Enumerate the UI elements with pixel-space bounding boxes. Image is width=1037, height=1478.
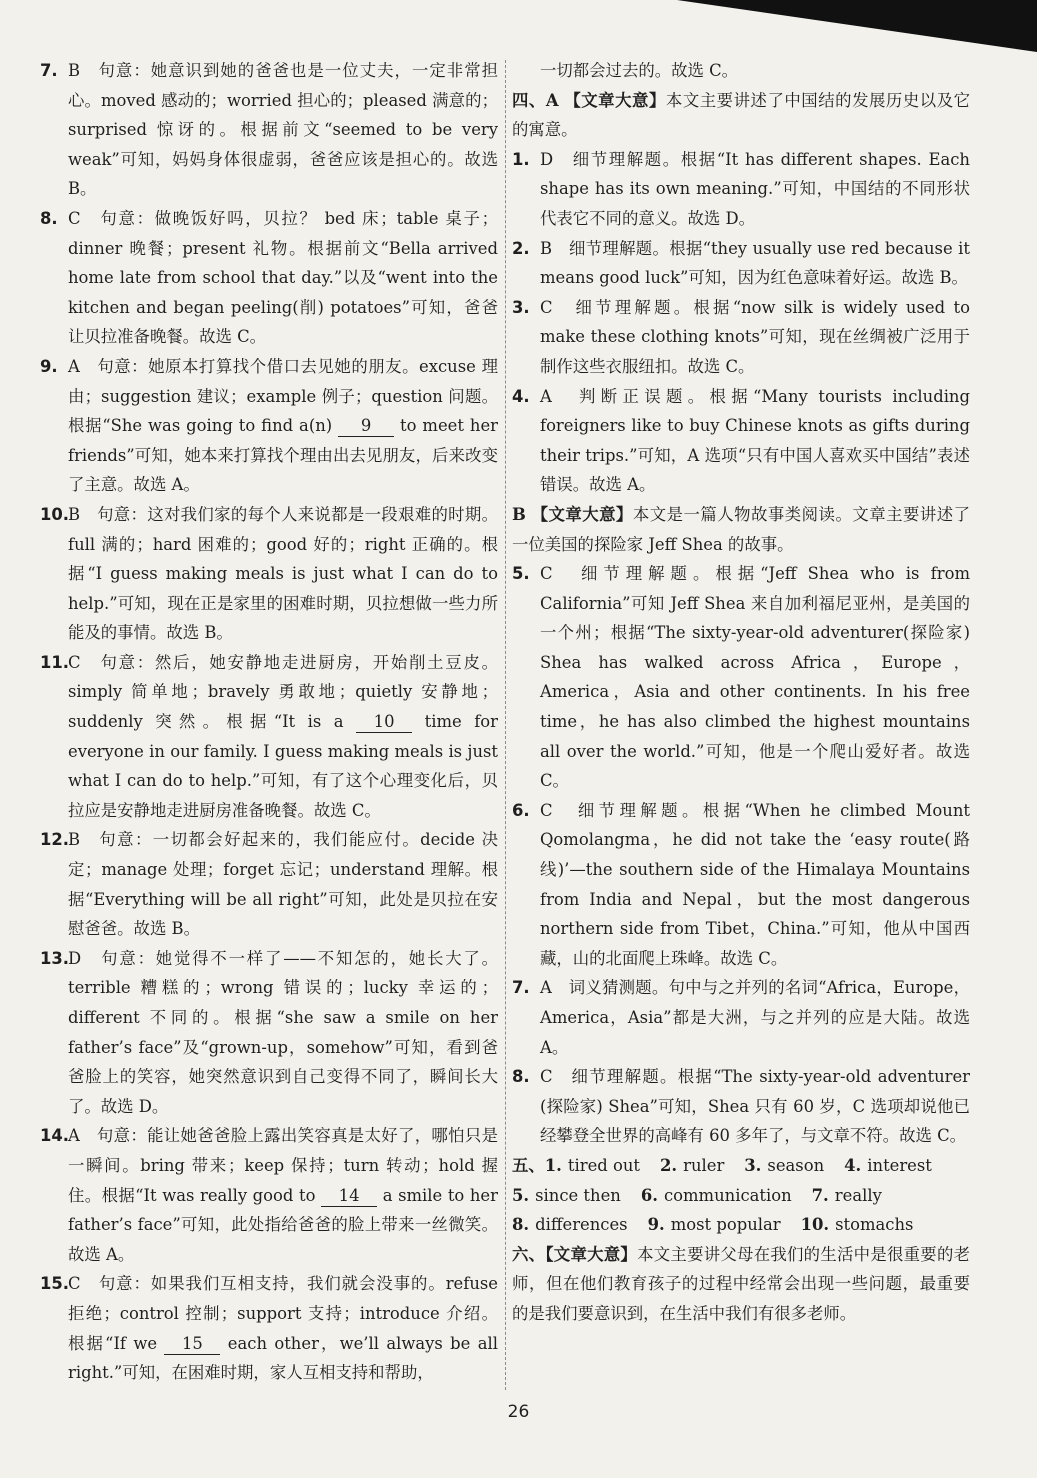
left-column <box>40 56 498 1388</box>
answer-item: 1. D 细节理解题。根据“It has different shapes. Each shape has its own meaning.”可知，中国结的不同形状代表它不同的意义。故选 D。 <box>512 149 970 228</box>
blank-number: 15 <box>164 1334 220 1355</box>
answer-text: C 细节理解题。根据“Jeff Shea who is from California”可知 Jeff Shea 来自加利福尼亚州，是美国的一个州；根据“The sixty-year-old adventurer(探险家) Shea has walked across Africa，Europe，America，Asia and other continents. In his free time，he has also climbed the highest mountains all over the world.”可知，他是一个爬山爱好者。故选 C。 <box>540 564 970 791</box>
answer-text: A 判断正误题。根据“Many tourists including foreigners like to buy Chinese knots as gifts during their trips.”可知，A 选项“只有中国人喜欢买中国结”表述错误。故选 A。 <box>540 386 970 495</box>
answer-item: 13. D 句意：她觉得不一样了——不知怎的，她长大了。terrible 糟糕的；wrong 错误的；lucky 幸运的；different 不同的。根据“she saw a smile on her father’s face”及“grown-up，somehow”可知，看到爸爸脸上的笑容，她突然意识到自己变得不同了，瞬间长大了。故选 D。 <box>40 948 498 1116</box>
answer-item: 7. A 词义猜测题。句中与之并列的名词“Africa，Europe，America，Asia”都是大洲，与之并列的应是大陆。故选 A。 <box>512 978 970 1057</box>
answer-item: 10. B 句意：这对我们家的每个人来说都是一段艰难的时期。full 满的；hard 困难的；good 好的；right 正确的。根据“I guess making meals is just what I can do to help.”可知，现在正是家里的困难时期，贝拉想做一些力所能及的事情。故选 B。 <box>40 504 498 643</box>
section-five-answers <box>512 1151 970 1240</box>
section-four-a-summary: 四、A 【文章大意】本文主要讲述了中国结的发展历史以及它的寓意。 <box>512 90 971 140</box>
page-number: 26 <box>507 1402 530 1422</box>
answer-text: time for everyone in our family. I guess making meals is just what I can do to help.”可知，有了这个心理变化后，贝拉应是安静地走进厨房准备晚餐。故选 C。 <box>68 712 498 820</box>
answer-item: 7. B 句意：她意识到她的爸爸也是一位丈夫，一定非常担心。moved 感动的；worried 担心的；pleased 满意的；surprised 惊讶的。根据前文“seemed to be very weak”可知，妈妈身体很虚弱，爸爸应该是担心的。故选 B。 <box>40 61 498 199</box>
answer-row: 5. since then 6. communication 7. really <box>512 1185 882 1205</box>
blank-number: 10 <box>356 712 412 733</box>
answer-text: C 细节理解题。根据“When he climbed Mount Qomolangma，he did not take the ‘easy route(路线)’—the southern side of the Himalaya Mountains from India and Nepal，but the most dangerous northern side from Tibet，China.”可知，他从中国西藏，山的北面爬上珠峰。故选 C。 <box>540 800 970 968</box>
answer-text: B 句意：这对我们家的每个人来说都是一段艰难的时期。full 满的；hard 困难的；good 好的；right 正确的。根据“I guess making meals is just what I can do to help.”可知，现在正是家里的困难时期，贝拉想做一些力所能及的事情。故选 B。 <box>68 504 498 643</box>
answer-item: 15. C 句意：如果我们互相支持，我们就会没事的。refuse 拒绝；control 控制；support 支持；introduce 介绍。根据“If we 15 each other，we’ll always be all right.”可知，在困难时期，家人互相支持和帮助， <box>40 1274 498 1383</box>
answer-text: B 句意：一切都会好起来的，我们能应付。decide 决定；manage 处理；forget 忘记；understand 理解。根据“Everything will be all right”可知，此处是贝拉在安慰爸爸。故选 B。 <box>68 830 498 939</box>
answer-text: C 句意：然后，她安静地走进厨房，开始削土豆皮。simply 简单地；bravely 勇敢地；quietly 安静地；suddenly 突然。根据“It is a <box>68 652 498 732</box>
answer-text: A 句意：能让她爸爸脸上露出笑容真是太好了，哪怕只是一瞬间。bring 带来；keep 保持；turn 转动；hold 握住。根据“It was really good to <box>68 1126 498 1205</box>
answer-text: A 句意：她原本打算找个借口去见她的朋友。excuse 理由；suggestion 建议；example 例子；question 问题。根据“She was going to find a(n) <box>68 356 498 436</box>
answer-item: 9. A 句意：她原本打算找个借口去见她的朋友。excuse 理由；suggestion 建议；example 例子；question 问题。根据“She was going to find a(n) 9 to meet her friends”可知，她本来打算找个理由出去见朋友，后来改变了主意。故选 A。 <box>40 356 498 495</box>
answer-item: 3. C 细节理解题。根据“now silk is widely used to make these clothing knots”可知，现在丝绸被广泛用于制作这些衣服纽扣。故选 C。 <box>512 297 970 376</box>
answer-text: D 句意：她觉得不一样了——不知怎的，她长大了。terrible 糟糕的；wrong 错误的；lucky 幸运的；different 不同的。根据“she saw a smile on her father’s face”及“grown-up，somehow”可知，看到爸爸脸上的笑容，她突然意识到自己变得不同了，瞬间长大了。故选 D。 <box>68 948 498 1116</box>
column-divider <box>505 60 506 1390</box>
answer-item: 8. C 句意：做晚饭好吗，贝拉？ bed 床；table 桌子；dinner 晚餐；present 礼物。根据前文“Bella arrived home late from school that day.”以及“went into the kitchen and began peeling(削) potatoes”可知，爸爸让贝拉准备晚餐。故选 C。 <box>40 208 498 347</box>
page-corner-shadow <box>677 0 1037 52</box>
answer-text: to meet her friends”可知，她本来打算找个理由出去见朋友，后来改变了主意。故选 A。 <box>68 416 498 495</box>
answer-text: C 细节理解题。根据“The sixty-year-old adventurer (探险家) Shea”可知，Shea 只有 60 岁，C 选项却说他已经攀登全世界的高峰有 60 多年了，与文章不符。故选 C。 <box>540 1067 970 1146</box>
answer-item: 6. C 细节理解题。根据“When he climbed Mount Qomolangma，he did not take the ‘easy route(路线)’—the southern side of the Himalaya Mountains from India and Nepal，but the most dangerous northern side from Tibet，China.”可知，他从中国西藏，山的北面爬上珠峰。故选 C。 <box>512 800 970 968</box>
answer-text: B 细节理解题。根据“they usually use red because it means good luck”可知，因为红色意味着好运。故选 B。 <box>540 238 970 288</box>
answer-row: 五、1. tired out 2. ruler 3. season 4. interest <box>512 1155 932 1175</box>
answer-text: C 句意：做晚饭好吗，贝拉？ bed 床；table 桌子；dinner 晚餐；present 礼物。根据前文“Bella arrived home late from school that day.”以及“went into the kitchen and began peeling(削) potatoes”可知，爸爸让贝拉准备晚餐。故选 C。 <box>68 208 498 347</box>
answer-row: 8. differences 9. most popular 10. stomachs <box>512 1215 914 1235</box>
answer-item: 12. B 句意：一切都会好起来的，我们能应付。decide 决定；manage 处理；forget 忘记；understand 理解。根据“Everything will be all right”可知，此处是贝拉在安慰爸爸。故选 B。 <box>40 830 498 939</box>
answer-item: 4. A 判断正误题。根据“Many tourists including foreigners like to buy Chinese knots as gifts during their trips.”可知，A 选项“只有中国人喜欢买中国结”表述错误。故选 A。 <box>512 386 970 495</box>
section-four-b-summary: B 【文章大意】本文是一篇人物故事类阅读。文章主要讲述了一位美国的探险家 Jeff Shea 的故事。 <box>512 504 970 554</box>
answer-item: 11. C 句意：然后，她安静地走进厨房，开始削土豆皮。simply 简单地；bravely 勇敢地；quietly 安静地；suddenly 突然。根据“It is a 10 time for everyone in our family. I guess making meals is just what I can do to help.”可知，有了这个心理变化后，贝拉应是安静地走进厨房准备晚餐。故选 C。 <box>40 652 498 820</box>
blank-number: 9 <box>338 416 394 437</box>
answer-text: B 句意：她意识到她的爸爸也是一位丈夫，一定非常担心。moved 感动的；worried 担心的；pleased 满意的；surprised 惊讶的。根据前文“seemed to be very weak”可知，妈妈身体很虚弱，爸爸应该是担心的。故选 B。 <box>68 61 498 199</box>
blank-number: 14 <box>321 1186 377 1207</box>
answer-item: 5. C 细节理解题。根据“Jeff Shea who is from California”可知 Jeff Shea 来自加利福尼亚州，是美国的一个州；根据“The sixty-year-old adventurer(探险家) Shea has walked across Africa，Europe，America，Asia and other continents. In his free time，he has also climbed the highest mountains all over the world.”可知，他是一个爬山爱好者。故选 C。 <box>512 564 970 791</box>
answer-item: 2. B 细节理解题。根据“they usually use red because it means good luck”可知，因为红色意味着好运。故选 B。 <box>512 238 970 288</box>
right-column <box>512 56 970 1329</box>
answer-text: each other，we’ll always be all right.”可知，在困难时期，家人互相支持和帮助， <box>68 1333 498 1383</box>
answer-text: a smile to her father’s face”可知，此处指给爸爸的脸上带来一丝微笑。故选 A。 <box>68 1185 498 1264</box>
answer-item: 14. A 句意：能让她爸爸脸上露出笑容真是太好了，哪怕只是一瞬间。bring 带来；keep 保持；turn 转动；hold 握住。根据“It was really good to 14 a smile to her father’s face”可知，此处指给爸爸的脸上带来一丝微笑。故选 A。 <box>40 1126 498 1264</box>
answer-text: C 细节理解题。根据“now silk is widely used to make these clothing knots”可知，现在丝绸被广泛用于制作这些衣服纽扣。故选 C。 <box>540 297 970 376</box>
answer-text: D 细节理解题。根据“It has different shapes. Each shape has its own meaning.”可知，中国结的不同形状代表它不同的意义。故选 D。 <box>540 149 970 228</box>
section-six-summary: 六、【文章大意】本文主要讲父母在我们的生活中是很重要的老师，但在他们教育孩子的过程中经常会出现一些问题，最重要的是我们要意识到，在生活中我们有很多老师。 <box>512 1244 971 1323</box>
answer-continuation: 一切都会过去的。故选 C。 <box>540 61 739 80</box>
answer-text: C 句意：如果我们互相支持，我们就会没事的。refuse 拒绝；control 控制；support 支持；introduce 介绍。根据“If we <box>68 1274 498 1353</box>
answer-item: 8. C 细节理解题。根据“The sixty-year-old adventurer (探险家) Shea”可知，Shea 只有 60 岁，C 选项却说他已经攀登全世界的高峰有 60 多年了，与文章不符。故选 C。 <box>512 1067 970 1146</box>
answer-text: A 词义猜测题。句中与之并列的名词“Africa，Europe，America，Asia”都是大洲，与之并列的应是大陆。故选 A。 <box>540 978 970 1057</box>
